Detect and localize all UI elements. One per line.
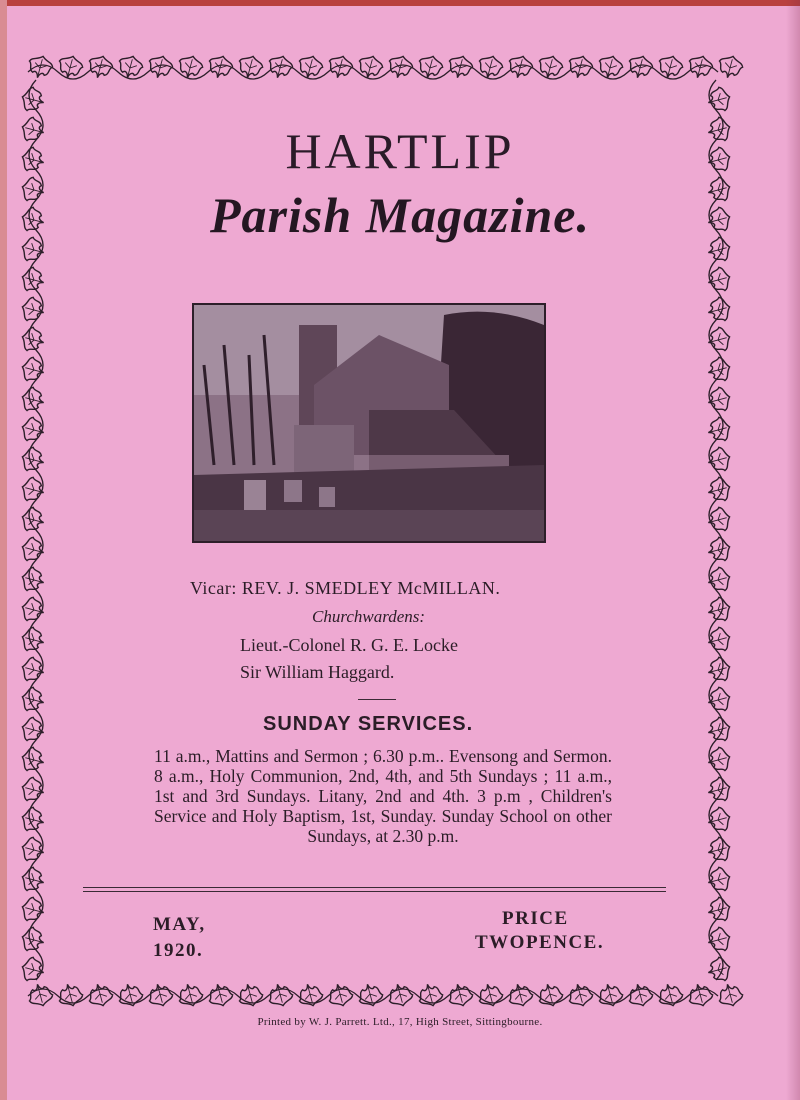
border-leaf <box>236 981 265 1008</box>
border-leaf <box>446 981 475 1008</box>
churchwarden-2: Sir William Haggard. <box>240 662 395 682</box>
border-leaf <box>705 715 732 744</box>
divider-long-lower <box>83 891 666 892</box>
border-leaf <box>19 865 46 894</box>
border-leaf <box>296 981 325 1008</box>
services-text: 11 a.m., Mattins and Sermon ; 6.30 p.m.. Evensong and Sermon. 8 a.m., Holy Communion, 2nd, 4th, and 5th Sundays ; 11 a.m., 1st and 3rd Sundays. Litany, 2nd and 4th. 3 p.m , Children's Service and Holy Baptism, 1st, Sunday. Sunday School on other Sundays, at 2.30 p.m. <box>154 746 612 846</box>
border-leaf <box>386 981 415 1008</box>
border-leaf <box>705 595 732 624</box>
border-leaf <box>656 981 685 1008</box>
border-leaf <box>19 385 46 414</box>
border-leaf <box>19 685 46 714</box>
churchwarden-1: Lieut.-Colonel R. G. E. Locke <box>240 635 458 655</box>
border-leaf <box>19 805 46 834</box>
border-leaf <box>705 535 732 564</box>
border-leaf <box>596 981 625 1008</box>
border-leaf <box>19 925 46 954</box>
border-leaf <box>705 355 732 384</box>
issue-year: 1920. <box>153 940 204 961</box>
border-leaf <box>705 775 732 804</box>
border-leaf <box>716 981 745 1008</box>
magazine-title: HARTLIP <box>285 123 515 179</box>
border-leaf <box>19 625 46 654</box>
divider-short <box>358 699 396 700</box>
border-leaf <box>705 655 732 684</box>
border-leaf <box>266 981 295 1008</box>
border-leaf <box>176 981 205 1008</box>
border-leaf <box>476 981 505 1008</box>
border-leaf <box>19 85 46 114</box>
border-leaf <box>626 981 655 1008</box>
border-leaf <box>26 981 55 1008</box>
border-leaf <box>86 981 115 1008</box>
border-leaf <box>705 835 732 864</box>
border-leaf <box>326 981 355 1008</box>
border-leaf <box>19 265 46 294</box>
border-leaf <box>356 981 385 1008</box>
border-leaf <box>705 955 732 984</box>
border-leaf <box>19 745 46 774</box>
divider-long-upper <box>83 887 666 888</box>
printer-credit: Printed by W. J. Parrett. Ltd., 17, High Street, Sittingbourne. <box>257 1016 543 1028</box>
border-leaf <box>19 445 46 474</box>
border-leaf <box>705 895 732 924</box>
border-leaf <box>416 981 445 1008</box>
price-value: TWOPENCE. <box>475 932 605 953</box>
border-leaf <box>566 981 595 1008</box>
border-leaf <box>716 53 745 80</box>
magazine-subtitle: Parish Magazine. <box>210 187 590 243</box>
border-leaf <box>686 981 715 1008</box>
services-heading: SUNDAY SERVICES. <box>263 713 474 735</box>
border-leaf <box>116 981 145 1008</box>
price-label: PRICE <box>502 908 569 929</box>
border-leaf <box>705 415 732 444</box>
church-photograph <box>192 303 546 543</box>
border-leaf <box>506 981 535 1008</box>
border-leaf <box>146 981 175 1008</box>
border-leaf <box>705 475 732 504</box>
border-leaf <box>56 981 85 1008</box>
border-leaf <box>19 325 46 354</box>
vicar-line: Vicar: REV. J. SMEDLEY McMILLAN. <box>190 578 501 598</box>
border-leaf <box>536 981 565 1008</box>
border-leaf <box>705 295 732 324</box>
border-leaf <box>206 981 235 1008</box>
border-leaf <box>19 565 46 594</box>
border-leaf <box>19 505 46 534</box>
issue-month: MAY, <box>153 914 206 935</box>
churchwardens-heading: Churchwardens: <box>312 607 426 626</box>
